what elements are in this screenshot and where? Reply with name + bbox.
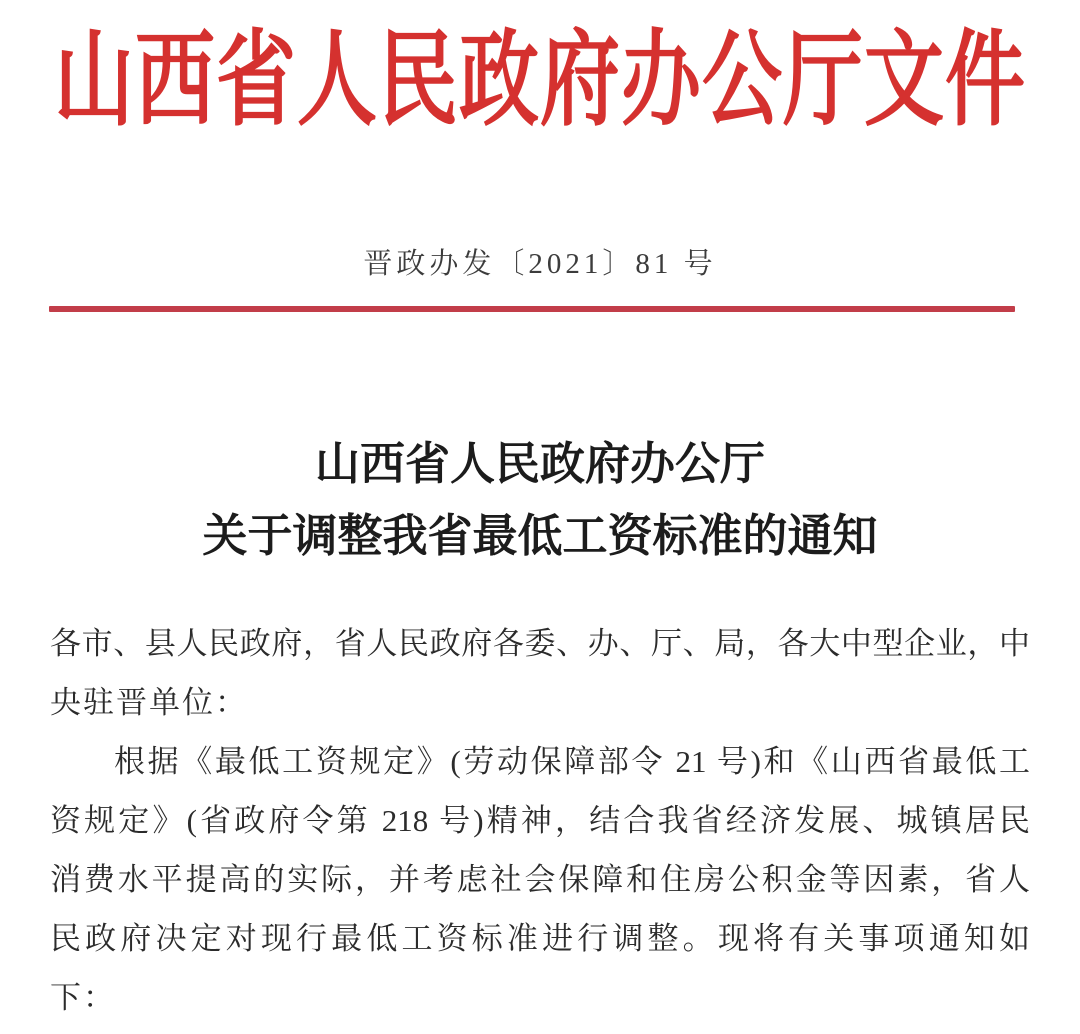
- paragraph-line-1: 根据《最低工资规定》(劳动保障部令 21 号)和《山西省最低工: [114, 744, 1030, 779]
- notice-title-line1: 山西省人民政府办公厅: [314, 439, 765, 489]
- letterhead-title: 山西省人民政府办公厅文件: [54, 23, 1026, 139]
- salutation-line-2: 央驻晋单位：: [50, 685, 248, 720]
- red-divider-rule: [49, 306, 1015, 312]
- salutation-line-1: 各市、县人民政府，省人民政府各委、办、厅、局，各大中型企业，中: [50, 626, 1030, 661]
- document-number: 晋政办发〔2021〕81 号: [363, 248, 717, 280]
- paragraph-line-3: 消费水平提高的实际，并考虑社会保障和住房公积金等因素，省人: [50, 862, 1030, 897]
- notice-title-line2: 关于调整我省最低工资标准的通知: [202, 511, 878, 561]
- paragraph-line-2: 资规定》(省政府令第 218 号)精神，结合我省经济发展、城镇居民: [50, 803, 1030, 838]
- paragraph-line-4: 民政府决定对现行最低工资标准进行调整。现将有关事项通知如: [50, 921, 1030, 956]
- notice-title-block: [0, 428, 1080, 572]
- letterhead-banner: [0, 0, 1080, 140]
- paragraph-line-5: 下：: [50, 980, 116, 1015]
- body-paragraphs: [50, 614, 1030, 1027]
